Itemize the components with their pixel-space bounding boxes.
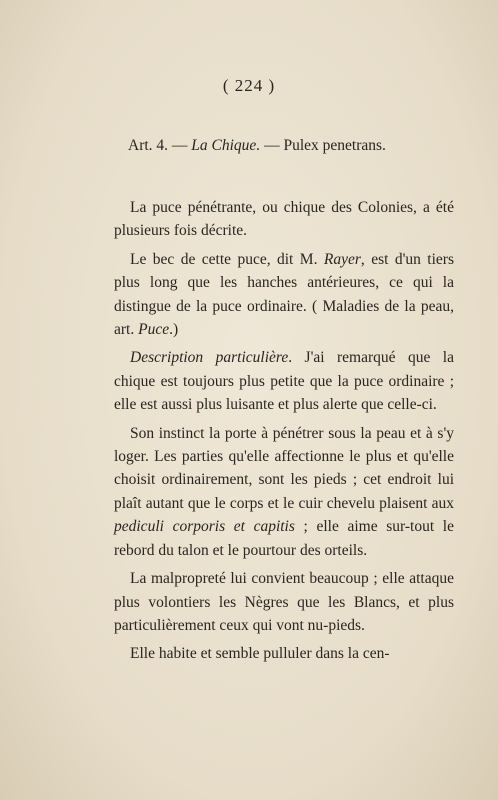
- paragraph-1-text: La puce pénétrante, ou chique des Colonies, a été plusieurs fois décrite.: [114, 199, 454, 240]
- latin-term: pediculi corporis et capitis: [114, 518, 295, 536]
- paragraph-2-text-c: .): [169, 321, 179, 339]
- paragraph-3: [114, 346, 454, 416]
- paragraph-4: [114, 422, 454, 562]
- article-title-french: La Chique.: [191, 137, 261, 154]
- heading-separator: —: [260, 137, 284, 154]
- article-number: Art. 4. —: [128, 137, 192, 154]
- paragraph-2-text-a: Le bec de cette puce, dit M.: [130, 250, 324, 268]
- article-heading: [128, 137, 448, 155]
- paragraph-6: [114, 642, 454, 665]
- paragraph-5: [114, 567, 454, 637]
- body-text: [114, 196, 454, 671]
- paragraph-4-text-a: Son instinct la porte à pénétrer sous la peau et à s'y loger. Les parties qu'elle affectionne le plus et qu'elle choisit ordinairement, sont les pieds ; cet endroit lui plaît autant que le corps et le cuir chevelu plaisent aux: [114, 424, 454, 512]
- paragraph-3-text: . J'ai remarqué que la chique est toujours plus petite que la puce ordinaire ; elle est aussi plus luisante et plus alerte que celle-ci.: [114, 349, 454, 414]
- article-reference: Puce: [138, 321, 170, 339]
- paragraph-1: [114, 196, 454, 243]
- paragraph-6-text: Elle habite et semble pulluler dans la cen-: [130, 645, 390, 663]
- paragraph-2: [114, 248, 454, 342]
- paragraph-5-text: La malpropreté lui convient beaucoup ; elle attaque plus volontiers les Nègres que les Blancs, et plus particulièrement ceux qui vont nu-pieds.: [114, 570, 454, 634]
- paragraph-2-text-b: , est d'un tiers plus long que les hanches antérieures, ce qui la distingue de la puce ordinaire. ( Maladies de la peau, art.: [114, 250, 454, 339]
- page-number: ( 224 ): [222, 76, 276, 95]
- section-lead: Description particulière: [130, 349, 289, 367]
- author-name: Rayer: [323, 250, 361, 268]
- paragraph-4-text-b: ; elle aime sur-tout le rebord du talon et le pourtour des orteils.: [114, 518, 454, 559]
- article-title-latin: Pulex penetrans.: [283, 137, 386, 154]
